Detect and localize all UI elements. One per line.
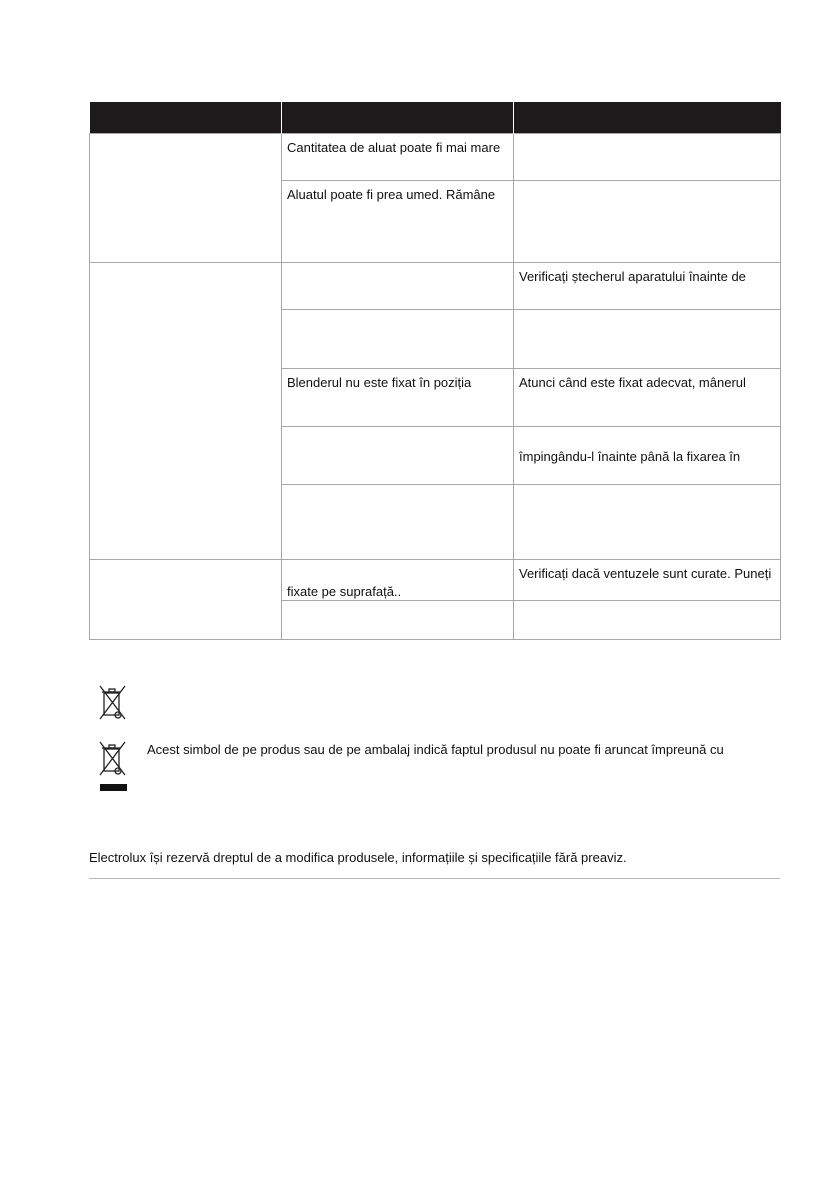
solution-cell — [514, 485, 781, 560]
problem-cell — [90, 263, 282, 560]
crossed-out-bin-with-bar-icon — [94, 740, 130, 794]
solution-cell: Verificați ștecherul aparatului înainte de — [514, 263, 781, 310]
footer-divider — [89, 878, 780, 879]
column-header-cause — [282, 102, 514, 134]
cause-cell: Cantitatea de aluat poate fi mai mare — [282, 134, 514, 181]
cause-cell: fixate pe suprafață.. — [282, 560, 514, 601]
solution-cell — [514, 310, 781, 369]
cause-cell — [282, 427, 514, 485]
table-row — [90, 134, 781, 181]
footer-note: Electrolux își rezervă dreptul de a modifica produsele, informațiile și specificațiile fără preaviz. — [89, 850, 627, 865]
page-number — [797, 16, 821, 36]
column-header-problem — [90, 102, 282, 134]
cause-cell — [282, 263, 514, 310]
cause-cell — [282, 310, 514, 369]
solution-cell — [514, 134, 781, 181]
solution-cell — [514, 601, 781, 640]
solution-cell: Atunci când este fixat adecvat, mânerul — [514, 369, 781, 427]
weee-disposal-text: Acest simbol de pe produs sau de pe ambalaj indică faptul produsul nu poate fi aruncat împreună cu — [147, 742, 724, 757]
crossed-out-bin-icon — [94, 684, 130, 722]
solution-cell: Verificați dacă ventuzele sunt curate. Puneți — [514, 560, 781, 601]
problem-cell — [90, 134, 282, 263]
table-header-row — [90, 102, 781, 134]
solution-cell: împingându-l înainte până la fixarea în — [514, 427, 781, 485]
troubleshooting-table — [89, 102, 781, 640]
cause-cell: Blenderul nu este fixat în poziția — [282, 369, 514, 427]
cause-cell — [282, 485, 514, 560]
table-row — [90, 560, 781, 601]
problem-cell — [90, 560, 282, 640]
solution-cell — [514, 181, 781, 263]
table-row — [90, 263, 781, 310]
cause-cell: Aluatul poate fi prea umed. Rămâne — [282, 181, 514, 263]
cause-cell — [282, 601, 514, 640]
column-header-solution — [514, 102, 781, 134]
